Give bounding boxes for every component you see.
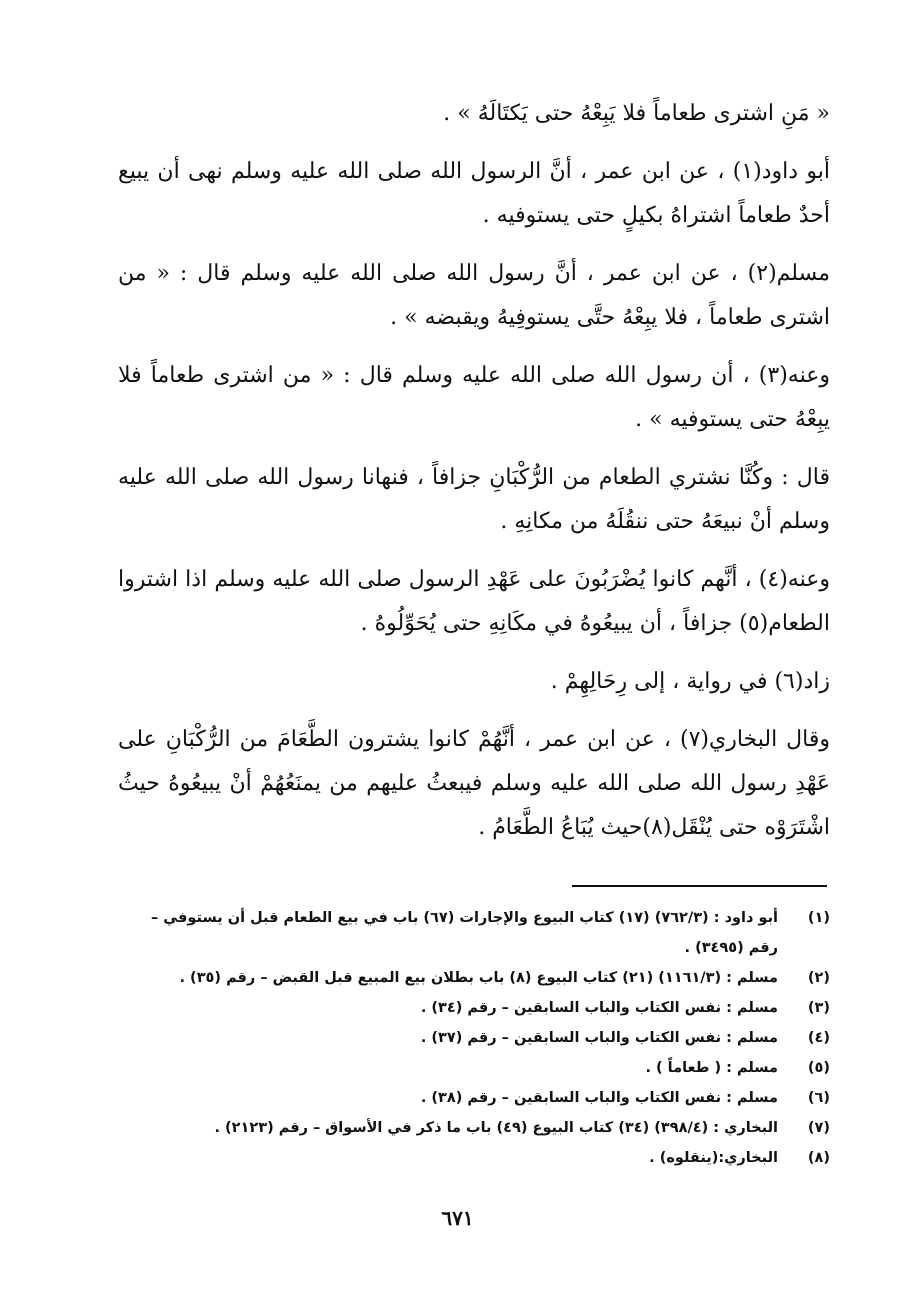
- footnote-text: مسلم : نفس الكتاب والباب السابقين – رقم (٣٧) .: [420, 1030, 778, 1046]
- footnote: [118, 903, 830, 963]
- footnotes: [118, 903, 830, 1173]
- paragraph-hadith-quote: « مَنِ اشترى طعاماً فلا يَبِعْهُ حتى يَكتَالَهُ » .: [443, 101, 830, 126]
- footnote-number: (٨): [807, 1150, 830, 1166]
- footnote-text: البخاري:(ينقلوه) .: [649, 1150, 778, 1166]
- paragraph-muslim: مسلم(٢) ، عن ابن عمر ، أنَّ رسول الله صلى الله عليه وسلم قال : « من اشترى طعاماً ، فلا يبِعْهُ حتَّى يستوفِيهُ ويقبضه » .: [118, 261, 830, 330]
- footnote-text: أبو داود : (٧٦٢/٣) (١٧) كتاب البيوع والإجارات (٦٧) باب في بيع الطعام قبل أن يستوفي – رقم (٣٤٩٥) .: [150, 910, 778, 956]
- main-text: [118, 92, 830, 864]
- footnote-number: (١): [807, 910, 830, 926]
- footnote: [118, 1053, 830, 1083]
- paragraph-qala: قال : وكُنَّا نشتري الطعام من الرُّكْبَانِ جزافاً ، فنهانا رسول الله صلى الله عليه وسلم أنْ نبيعَهُ حتى ننقُلَهُ من مكانِهِ .: [118, 465, 830, 534]
- footnote-text: مسلم : نفس الكتاب والباب السابقين – رقم (٣٤) .: [420, 1000, 778, 1016]
- footnote-number: (٢): [807, 970, 830, 986]
- footnote: [118, 963, 830, 993]
- paragraph-bukhari: وقال البخاري(٧) ، عن ابن عمر ، أنَّهُمْ كانوا يشترون الطَّعَامَ من الرُّكْبَانِ على عَهْدِ رسول الله صلى الله عليه وسلم فيبعثُ عليهم من يمنَعُهُمْ أنْ يبيعُوهُ حيثُ اشْتَرَوْه حتى يُنْقَل(٨)حيث يُبَاعُ الطَّعَامُ .: [118, 727, 830, 840]
- paragraph-wa-anhu-1: وعنه(٣) ، أن رسول الله صلى الله عليه وسلم قال : « من اشترى طعاماً فلا يبِعْهُ حتى يستوفيه » .: [118, 363, 830, 432]
- footnote-divider: [572, 885, 827, 887]
- footnote-number: (٧): [807, 1120, 830, 1136]
- footnote-text: مسلم : نفس الكتاب والباب السابقين – رقم (٣٨) .: [420, 1090, 778, 1106]
- paragraph-abu-dawud: أبو داود(١) ، عن ابن عمر ، أنَّ الرسول الله صلى الله عليه وسلم نهى أن يبيع أحدٌ طعاماً اشتراهُ بكيلٍ حتى يستوفيه .: [118, 159, 830, 228]
- footnote-text: البخاري : (٣٩٨/٤) (٣٤) كتاب البيوع (٤٩) باب ما ذكر في الأسواق – رقم (٢١٢٣) .: [214, 1120, 778, 1136]
- footnote: [118, 1083, 830, 1113]
- footnote-number: (٥): [807, 1060, 830, 1076]
- footnote: [118, 1023, 830, 1053]
- footnote-number: (٤): [807, 1030, 830, 1046]
- paragraph-zada: زاد(٦) في رواية ، إلى رِحَالِهِمْ .: [550, 669, 830, 694]
- footnote-number: (٦): [807, 1090, 830, 1106]
- paragraph-wa-anhu-2: وعنه(٤) ، أنَّهم كانوا يُضْرَبُونَ على عَهْدِ الرسول صلى الله عليه وسلم اذا اشتروا الطعام(٥) جزافاً ، أن يبيعُوهُ في مكَانِهِ حتى يُحَوِّلُوهُ .: [118, 567, 830, 636]
- footnote-text: مسلم : ( طعاماً ) .: [645, 1060, 778, 1076]
- page-number: ٦٧١: [441, 1206, 474, 1230]
- footnote: [118, 993, 830, 1023]
- footnote: [118, 1113, 830, 1143]
- footnote: [118, 1143, 830, 1173]
- footnote-number: (٣): [807, 1000, 830, 1016]
- footnote-text: مسلم : (١١٦١/٣) (٢١) كتاب البيوع (٨) باب بطلان بيع المبيع قبل القبض – رقم (٣٥) .: [179, 970, 778, 986]
